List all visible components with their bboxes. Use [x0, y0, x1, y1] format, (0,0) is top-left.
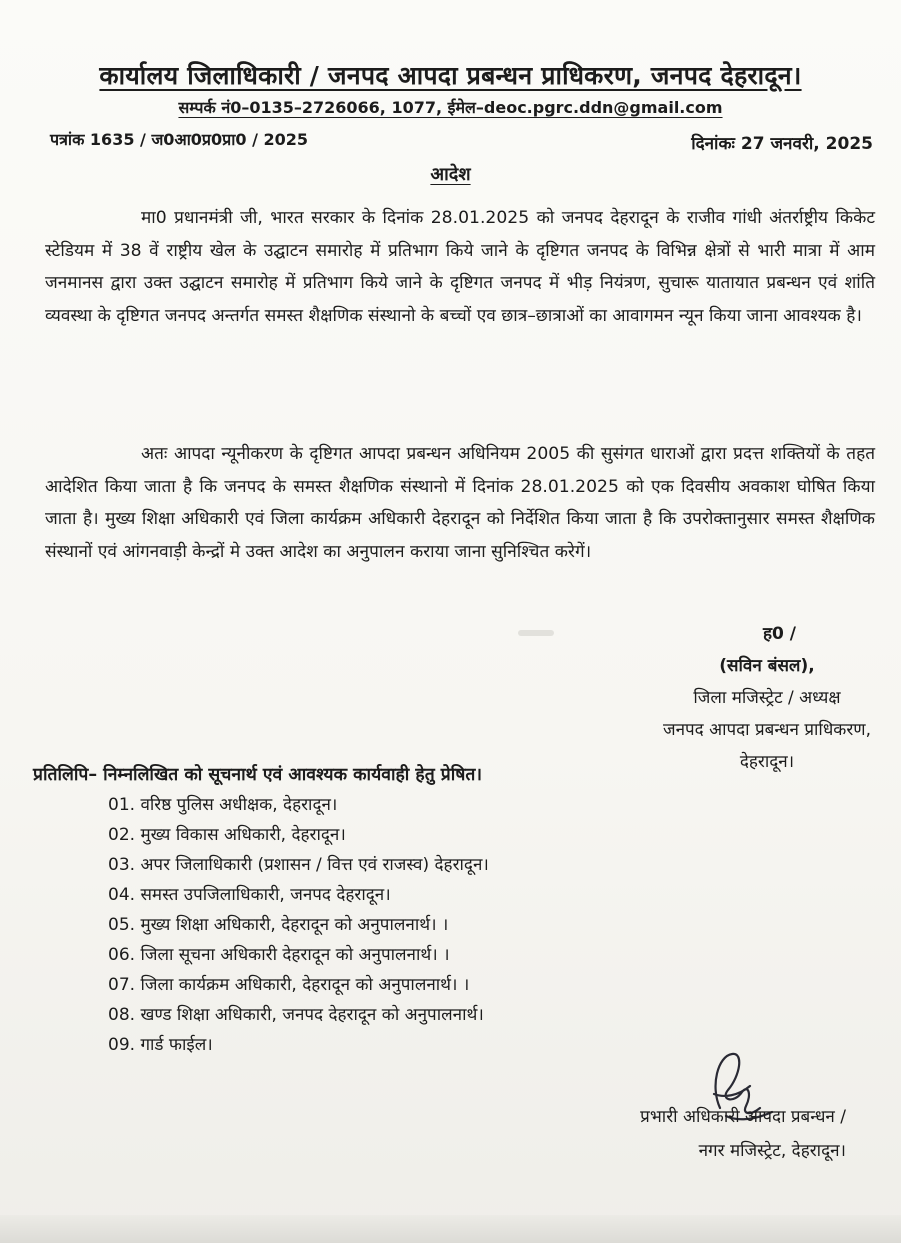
- list-item: 01. वरिष्ठ पुलिस अधीक्षक, देहरादून।: [108, 795, 338, 815]
- list-item: 09. गार्ड फाईल।: [108, 1035, 213, 1055]
- final-signatory-block: [640, 1100, 846, 1168]
- office-header-title: कार्यालय जिलाधिकारी / जनपद आपदा प्रबन्धन प्राधिकरण, जनपद देहरादून।: [99, 61, 802, 90]
- copy-to-list: [108, 790, 489, 1060]
- letter-number: पत्रांक 1635 / ज0आ0प्र0प्रा0 / 2025: [50, 130, 309, 149]
- list-item: 05. मुख्य शिक्षा अधिकारी, देहरादून को अनुपालनार्थ। ।: [108, 915, 449, 935]
- signed-mark: ह0 /: [762, 624, 796, 644]
- list-item: 02. मुख्य विकास अधिकारी, देहरादून।: [108, 825, 346, 845]
- list-item: 03. अपर जिलाधिकारी (प्रशासन / वित्त एवं राजस्व) देहरादून।: [108, 855, 489, 875]
- letter-date: दिनांकः 27 जनवरी, 2025: [691, 134, 873, 154]
- list-item: 08. खण्ड शिक्षा अधिकारी, जनपद देहरादून को अनुपालनार्थ।: [108, 1005, 484, 1025]
- list-item: 04. समस्त उपजिलाधिकारी, जनपद देहरादून।: [108, 885, 391, 905]
- final-signatory-designation: प्रभारी अधिकारी आपदा प्रबन्धन /: [640, 1107, 846, 1127]
- office-contact-line: सम्पर्क नं0–0135–2726066, 1077, ईमेल–deoc.pgrc.ddn@gmail.com: [178, 98, 723, 117]
- list-item: 06. जिला सूचना अधिकारी देहरादून को अनुपालनार्थ। ।: [108, 945, 450, 965]
- final-signatory-office: नगर मजिस्ट्रेट, देहरादून।: [698, 1141, 846, 1161]
- order-paragraph-2: अतः आपदा न्यूनीकरण के दृष्टिगत आपदा प्रबन्धन अधिनियम 2005 की सुसंगत धाराओं द्वारा प्रदत्त शक्तियों के तहत आदेशित किया जाता है कि जनपद के समस्त शैक्षणिक संस्थानो में दिनांक 28.01.2025 को एक दिवसीय अवकाश घोषित किया जाता है। मुख्य शिक्षा अधिकारी एवं जिला कार्यक्रम अधिकारी देहरादून को निर्देशित किया जाता है कि उपरोक्तानुसार समस्त शैक्षणिक संस्थानों एवं आंगनवाड़ी केन्द्रों मे उक्त आदेश का अनुपालन कराया जाना सुनिश्चित करेगें।: [45, 444, 875, 562]
- signatory-designation: जिला मजिस्ट्रेट / अध्यक्ष: [693, 688, 841, 708]
- signatory-place: देहरादून।: [739, 752, 795, 772]
- order-paragraph-1: मा0 प्रधानमंत्री जी, भारत सरकार के दिनांक 28.01.2025 को जनपद देहरादून के राजीव गांधी अंतर्राष्ट्रीय किकेट स्टेडियम में 38 वें राष्ट्रीय खेल के उद्घाटन समारोह में प्रतिभाग किये जाने के दृष्टिगत जनपद के विभिन्न क्षेत्रों से भारी मात्रा में आम जनमानस द्वारा उक्त उद्घाटन समारोह में प्रतिभाग किये जाने के दृष्टिगत जनपद में भीड़ नियंत्रण, सुचारू यातायात प्रबन्धन एवं शांति व्यवस्था के दृष्टिगत जनपद अन्तर्गत समस्त शैक्षणिक संस्थानो के बच्चों एव छात्र–छात्राओं का आवागमन न्यून किया जाना आवश्यक है।: [45, 208, 875, 326]
- signatory-name: (सविन बंसल),: [719, 656, 815, 676]
- signatory-organization: जनपद आपदा प्रबन्धन प्राधिकरण,: [662, 720, 871, 740]
- signatory-block: [663, 618, 871, 778]
- copy-to-heading: प्रतिलिपि– निम्नलिखित को सूचनार्थ एवं आवश्यक कार्यवाही हेतु प्रेषित।: [33, 765, 482, 785]
- order-heading: आदेश: [430, 164, 471, 185]
- scan-smudge: [518, 630, 554, 636]
- page-bottom-edge: [0, 1215, 901, 1243]
- list-item: 07. जिला कार्यक्रम अधिकारी, देहरादून को अनुपालनार्थ। ।: [108, 975, 470, 995]
